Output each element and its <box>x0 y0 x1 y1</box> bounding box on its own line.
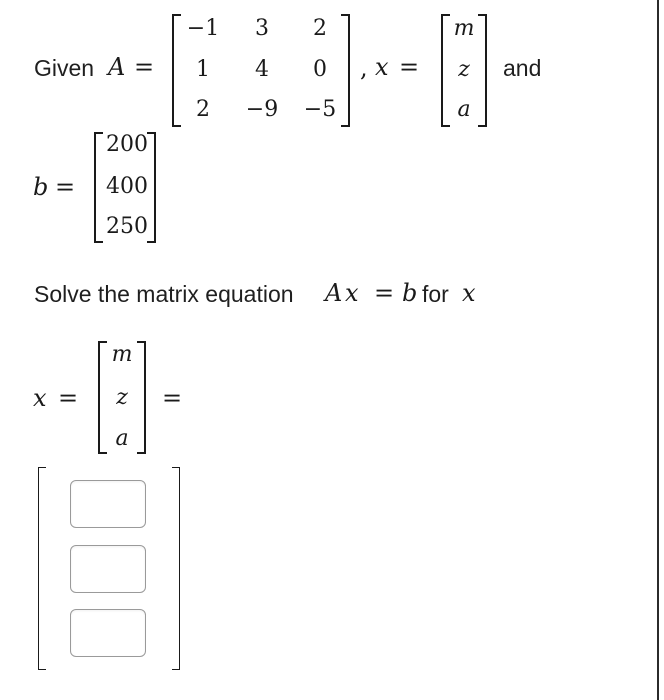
instruction-text: Solve the matrix equation <box>34 281 294 307</box>
vector-b-entry: 200 <box>106 132 148 157</box>
equation-equals: = <box>374 279 395 307</box>
given-label: Given <box>34 55 95 81</box>
vector-x-entry: a <box>457 97 471 122</box>
answer-vector-entry: m <box>111 342 133 367</box>
matrix-a-right-bracket <box>341 14 350 127</box>
answer-matrix-right-bracket <box>172 467 180 670</box>
equals-sign: = <box>55 173 76 201</box>
vector-x-entry: z <box>458 57 470 82</box>
vector-x-symbol: x <box>375 53 389 81</box>
answer-input-z[interactable] <box>70 545 146 593</box>
equation-x-symbol: x <box>345 279 359 307</box>
matrix-a-cell: 4 <box>255 57 269 82</box>
matrix-a-cell: 3 <box>255 16 269 41</box>
equals-sign: = <box>162 384 183 412</box>
matrix-a-cell: −5 <box>303 97 337 122</box>
matrix-a-cell: 0 <box>313 57 327 82</box>
answer-vector-entry: a <box>115 426 129 451</box>
matrix-a-left-bracket <box>172 14 181 127</box>
for-label: for <box>422 281 449 307</box>
answer-input-a[interactable] <box>70 609 146 657</box>
equals-sign: = <box>399 53 420 81</box>
comma: , <box>360 54 368 82</box>
matrix-a-cell: 2 <box>196 97 210 122</box>
vector-b-entry: 250 <box>106 214 148 239</box>
matrix-a-cell: −1 <box>186 16 220 41</box>
answer-vector-entry: z <box>116 385 128 410</box>
matrix-a-cell: −9 <box>245 97 279 122</box>
and-label: and <box>503 55 542 81</box>
matrix-a-symbol: A <box>108 53 126 81</box>
matrix-a-cell: 2 <box>313 16 327 41</box>
equals-sign: = <box>134 53 155 81</box>
answer-matrix-left-bracket <box>38 467 46 670</box>
vector-x-entry: m <box>453 16 475 41</box>
vector-b-symbol: b <box>33 173 49 201</box>
page-right-border <box>657 0 659 700</box>
equation-b-symbol: b <box>402 279 418 307</box>
matrix-a-cell: 1 <box>196 57 210 82</box>
for-variable: x <box>462 279 476 307</box>
equals-sign: = <box>58 384 79 412</box>
equation-a-symbol: A <box>325 279 343 307</box>
vector-b-entry: 400 <box>106 174 148 199</box>
answer-x-symbol: x <box>33 384 47 412</box>
answer-input-m[interactable] <box>70 480 146 528</box>
